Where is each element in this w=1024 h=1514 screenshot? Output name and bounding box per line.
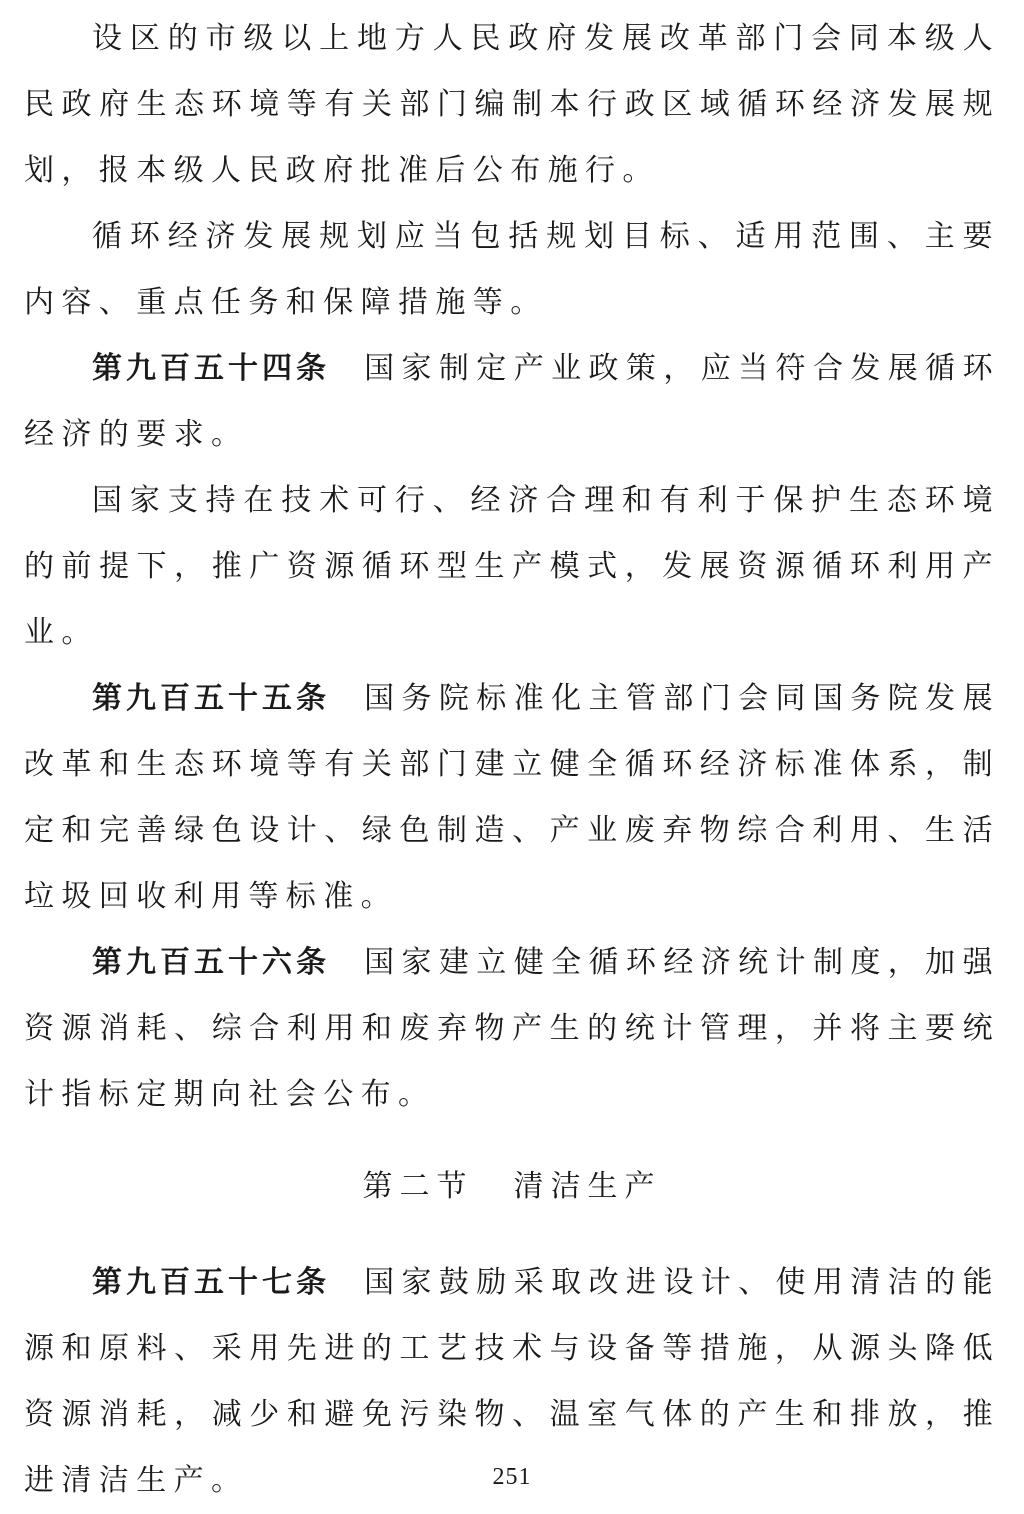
paragraph-2: [24, 204, 1000, 336]
article-text: 国务院标准化主管部门会同国务院发展改革和生态环境等有关部门建立健全循环经济标准体系，制定和完善绿色设计、绿色制造、产业废弃物综合利用、生活垃圾回收利用等标准。: [24, 681, 1000, 914]
section-number: 第二节: [362, 1169, 474, 1204]
article-text: 国家制定产业政策，应当符合发展循环经济的要求。: [24, 351, 1000, 452]
article-number: 第九百五十六条: [92, 945, 331, 980]
paragraph-text: 国家支持在技术可行、经济合理和有利于保护生态环境的前提下，推广资源循环型生产模式，发展资源循环利用产业。: [24, 483, 1000, 650]
article-956: [24, 930, 1000, 1128]
page-number: 251: [492, 1464, 532, 1490]
article-number: 第九百五十七条: [92, 1265, 331, 1300]
paragraph-1: [24, 6, 1000, 204]
article-number: 第九百五十四条: [92, 351, 331, 386]
paragraph-text: 设区的市级以上地方人民政府发展改革部门会同本级人民政府生态环境等有关部门编制本行政区域循环经济发展规划，报本级人民政府批准后公布施行。: [24, 21, 1000, 188]
section-heading: [24, 1154, 1000, 1220]
article-number: 第九百五十五条: [92, 681, 331, 716]
article-text: 国家建立健全循环经济统计制度，加强资源消耗、综合利用和废弃物产生的统计管理，并将主要统计指标定期向社会公布。: [24, 945, 1000, 1112]
article-text: 国家鼓励采取改进设计、使用清洁的能源和原料、采用先进的工艺技术与设备等措施，从源头降低资源消耗，减少和避免污染物、温室气体的产生和排放，推进清洁生产。: [24, 1265, 1000, 1498]
paragraph-4: [24, 468, 1000, 666]
paragraph-text: 循环经济发展规划应当包括规划目标、适用范围、主要内容、重点任务和保障措施等。: [24, 219, 1000, 320]
document-page: [24, 6, 1000, 1514]
article-954: [24, 336, 1000, 468]
section-title: 清洁生产: [513, 1169, 662, 1204]
article-955: [24, 666, 1000, 930]
